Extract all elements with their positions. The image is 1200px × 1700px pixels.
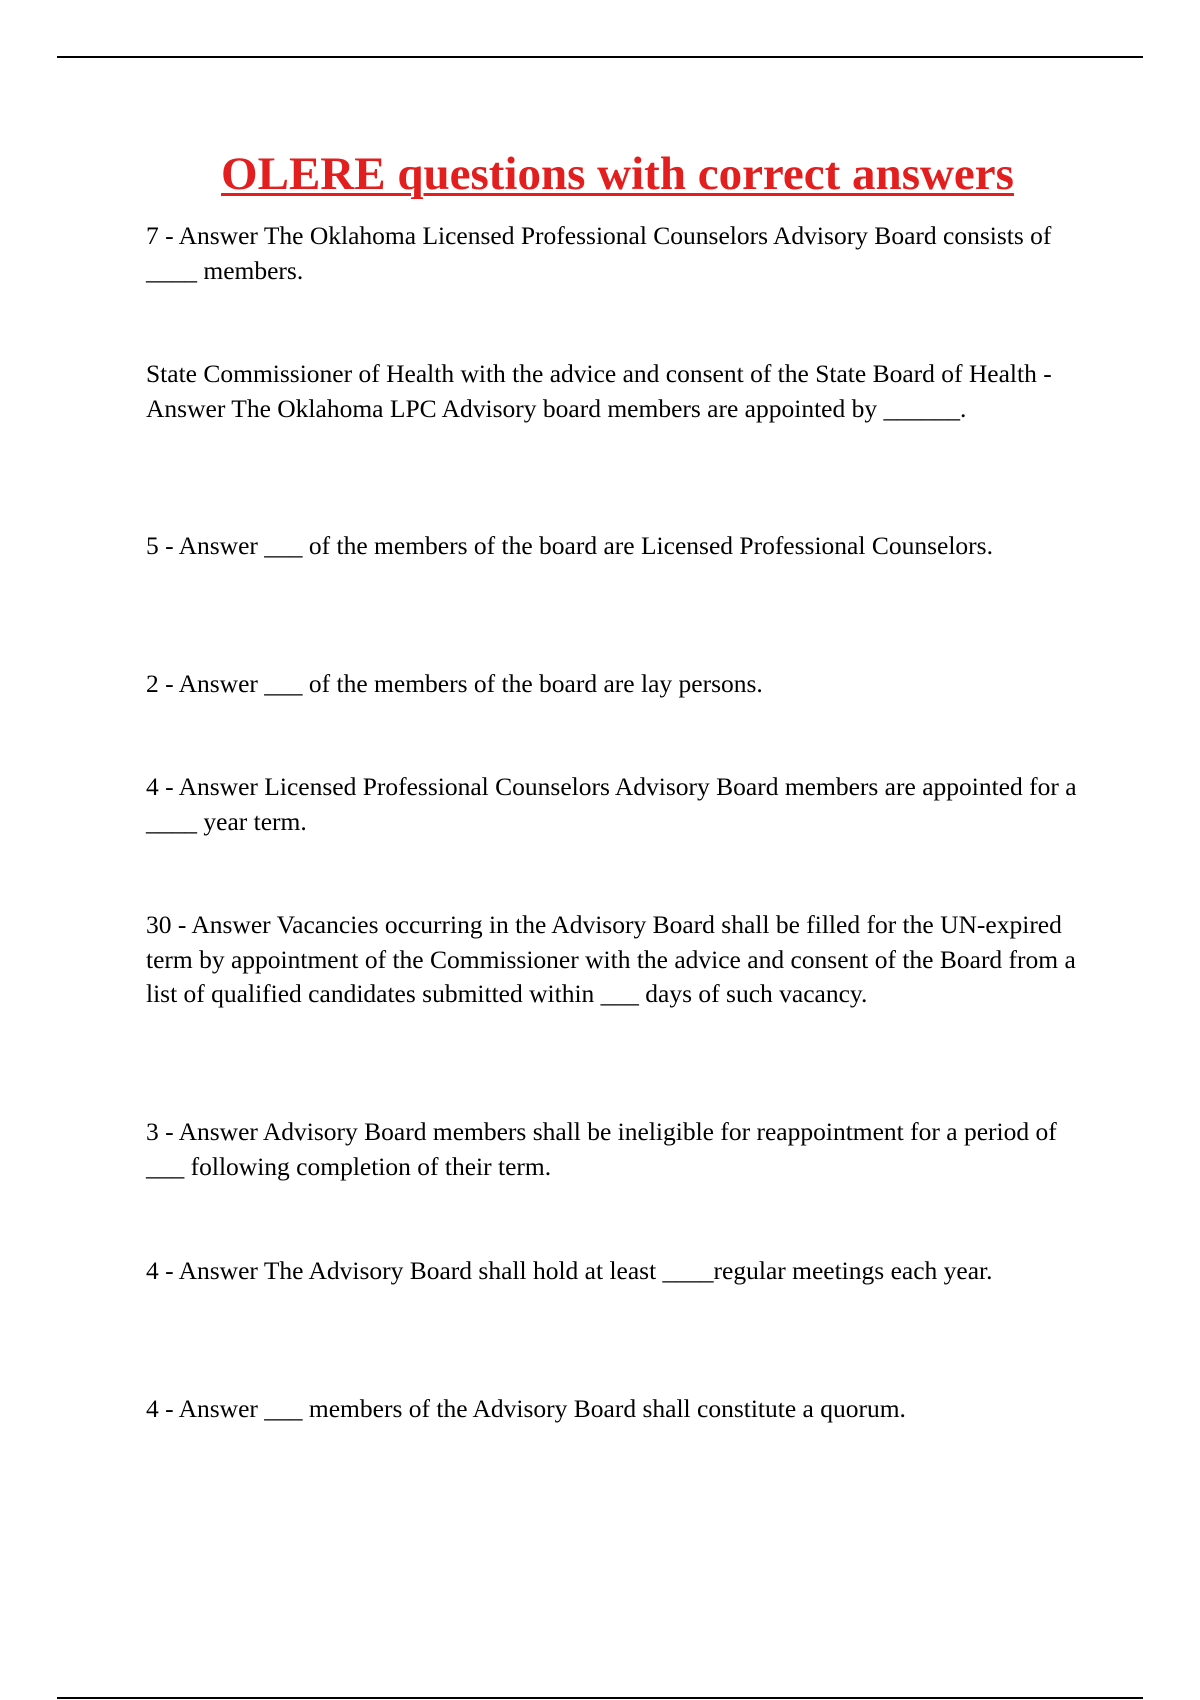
question-text: Advisory Board members shall be ineligible for reappointment for a period of ___ following completion of their term.	[146, 1117, 1057, 1181]
document-title: OLERE questions with correct answers	[221, 148, 1014, 200]
question-text: Vacancies occurring in the Advisory Board shall be filled for the UN-expired term by appointment of the Commissioner with the advice and consent of the Board from a list of qualified candidates submitted within ___ days of such vacancy.	[146, 910, 1076, 1008]
question-text: ___ members of the Advisory Board shall constitute a quorum.	[264, 1394, 906, 1423]
qa-item-4	[146, 667, 1096, 702]
question-text: The Oklahoma LPC Advisory board members are appointed by ______.	[231, 393, 967, 423]
qa-item-3	[146, 529, 1096, 564]
question-text: Licensed Professional Counselors Advisory Board members are appointed for a ____ year term.	[146, 772, 1077, 836]
bottom-rule	[57, 1697, 1143, 1699]
answer-text: 7 - Answer	[146, 221, 258, 250]
answer-text: 4 - Answer	[146, 1256, 258, 1285]
answer-text: 2 - Answer	[146, 669, 258, 698]
answer-text: 5 - Answer	[146, 531, 258, 560]
answer-text: 4 - Answer	[146, 1394, 258, 1423]
top-rule	[57, 56, 1143, 58]
answer-text: 4 - Answer	[146, 772, 258, 801]
answer-text: 30 - Answer	[146, 910, 271, 939]
answer-text: State Commissioner of Health with the advice and consent of the State Board of Health - Answer	[146, 359, 1052, 423]
qa-item-1	[146, 219, 1096, 288]
question-text: ___ of the members of the board are lay persons.	[264, 669, 763, 698]
qa-item-6	[146, 908, 1096, 1012]
qa-item-8	[146, 1254, 1096, 1289]
qa-item-7	[146, 1115, 1096, 1184]
answer-text: 3 - Answer	[146, 1117, 258, 1146]
qa-item-5	[146, 770, 1096, 839]
question-text: ___ of the members of the board are Licensed Professional Counselors.	[264, 531, 993, 560]
question-text: The Oklahoma Licensed Professional Counselors Advisory Board consists of ____ members.	[146, 221, 1052, 285]
qa-item-2	[146, 357, 1096, 426]
qa-item-9	[146, 1392, 1096, 1427]
question-text: The Advisory Board shall hold at least ____regular meetings each year.	[263, 1256, 993, 1285]
